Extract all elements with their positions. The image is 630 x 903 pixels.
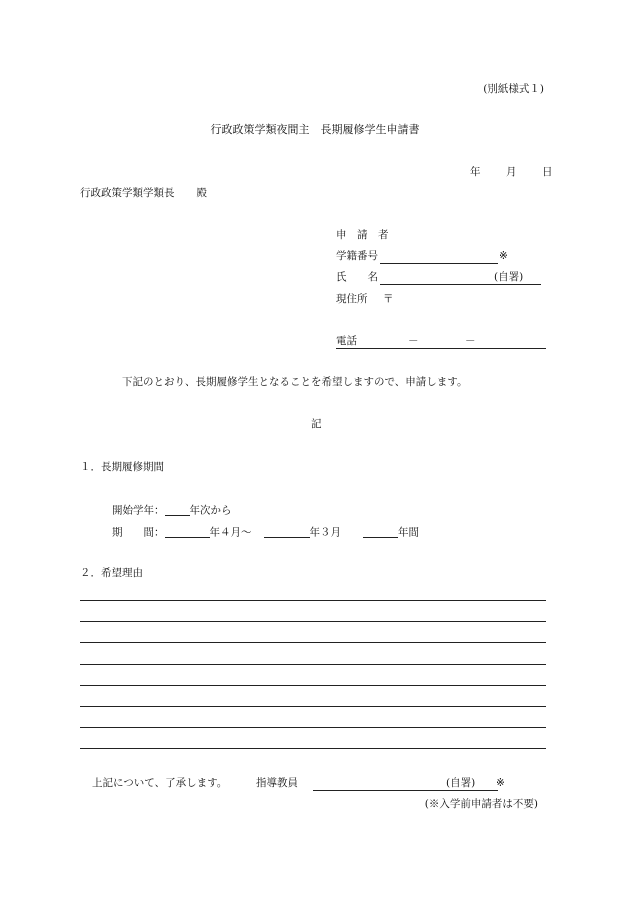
student-id-field[interactable] bbox=[380, 263, 498, 264]
student-id-mark: ※ bbox=[499, 250, 508, 262]
addressee-name: 行政政策学類学類長 bbox=[80, 187, 175, 199]
advisor-label: 指導教員 bbox=[256, 777, 298, 789]
student-id-label: 学籍番号 bbox=[336, 250, 378, 262]
addressee-honorific: 殿 bbox=[196, 187, 207, 199]
date-day-label: 日 bbox=[542, 166, 553, 178]
period-to-suffix: 年３月 bbox=[309, 526, 341, 539]
address-label: 現住所 bbox=[336, 293, 368, 305]
applicant-heading: 申 請 者 bbox=[336, 229, 389, 241]
form-number-label: (別紙様式１) bbox=[483, 83, 544, 95]
name-signature-note: (自署) bbox=[494, 271, 524, 283]
period-row bbox=[112, 525, 419, 538]
intro-text: 下記のとおり、長期履修学生となることを希望しますので、申請します。 bbox=[122, 376, 468, 388]
postal-mark: 〒 bbox=[383, 293, 394, 305]
approval-footnote: (※入学前申請者は不要) bbox=[424, 798, 538, 810]
advisor-signature-field[interactable] bbox=[313, 790, 498, 791]
document-title: 行政政策学類夜間主 長期履修学生申請書 bbox=[210, 123, 420, 136]
name-label: 氏 名 bbox=[336, 271, 378, 283]
reason-line[interactable] bbox=[80, 621, 546, 622]
date-year-label: 年 bbox=[470, 166, 481, 178]
approval-mark: ※ bbox=[496, 777, 505, 789]
ki-heading: 記 bbox=[311, 418, 322, 430]
start-grade-label: 開始学年： bbox=[112, 504, 165, 517]
reason-line[interactable] bbox=[80, 600, 546, 601]
applicant-name-field[interactable] bbox=[380, 284, 541, 285]
section1-heading: １．長期履修期間 bbox=[80, 461, 164, 473]
phone-separator-2: － bbox=[465, 335, 476, 347]
reason-line[interactable] bbox=[80, 685, 546, 686]
period-total-suffix: 年間 bbox=[398, 526, 419, 539]
reason-line[interactable] bbox=[80, 748, 546, 749]
period-from-field[interactable] bbox=[165, 525, 210, 538]
reason-line[interactable] bbox=[80, 727, 546, 728]
start-grade-suffix: 年次から bbox=[189, 504, 232, 517]
phone-separator-1: － bbox=[408, 335, 419, 347]
section2-heading: ２．希望理由 bbox=[80, 567, 143, 579]
phone-field[interactable] bbox=[336, 348, 546, 349]
period-label: 期 間： bbox=[112, 526, 165, 539]
approval-text: 上記について、了承します。 bbox=[92, 777, 228, 789]
reason-line[interactable] bbox=[80, 706, 546, 707]
advisor-signature-note: (自署) bbox=[446, 777, 476, 789]
reason-line[interactable] bbox=[80, 642, 546, 643]
period-total-field[interactable] bbox=[363, 525, 398, 538]
period-from-suffix: 年４月～ bbox=[209, 526, 252, 539]
reason-line[interactable] bbox=[80, 664, 546, 665]
phone-label: 電話 bbox=[336, 335, 357, 347]
start-grade-row bbox=[112, 503, 232, 516]
date-month-label: 月 bbox=[506, 166, 517, 178]
period-to-field[interactable] bbox=[264, 525, 310, 538]
addressee bbox=[80, 188, 207, 199]
start-grade-field[interactable] bbox=[165, 503, 190, 516]
